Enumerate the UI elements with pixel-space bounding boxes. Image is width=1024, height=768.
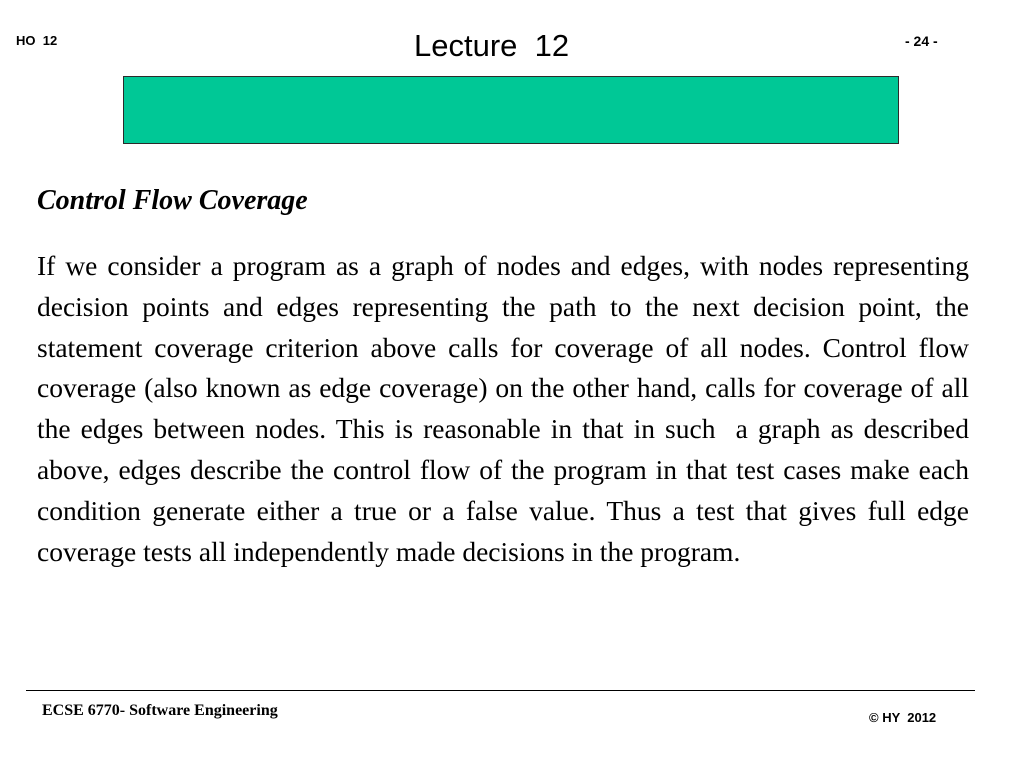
section-heading: Control Flow Coverage <box>37 185 308 216</box>
course-name: ECSE 6770- Software Engineering <box>42 702 278 719</box>
title-banner <box>123 76 899 144</box>
page-number: - 24 - <box>905 33 938 49</box>
handout-number: HO 12 <box>16 33 58 48</box>
slide-title: Lecture 12 <box>414 28 570 63</box>
body-paragraph: If we consider a program as a graph of nodes and edges, with nodes representing decision points and edges representing the path to the next decision point, the statement coverage criterion above calls for coverage of all nodes. Control flow coverage (also known as edge coverage) on the other hand, calls for coverage of all the edges between nodes. This is reasonable in that in such a graph as described above, edges describe the control flow of the program in that test cases make each condition generate either a true or a false value. Thus a test that gives full edge coverage tests all independently made decisions in the program. <box>37 250 976 567</box>
copyright-notice: © HY 2012 <box>869 710 937 725</box>
footer-divider <box>26 690 975 691</box>
